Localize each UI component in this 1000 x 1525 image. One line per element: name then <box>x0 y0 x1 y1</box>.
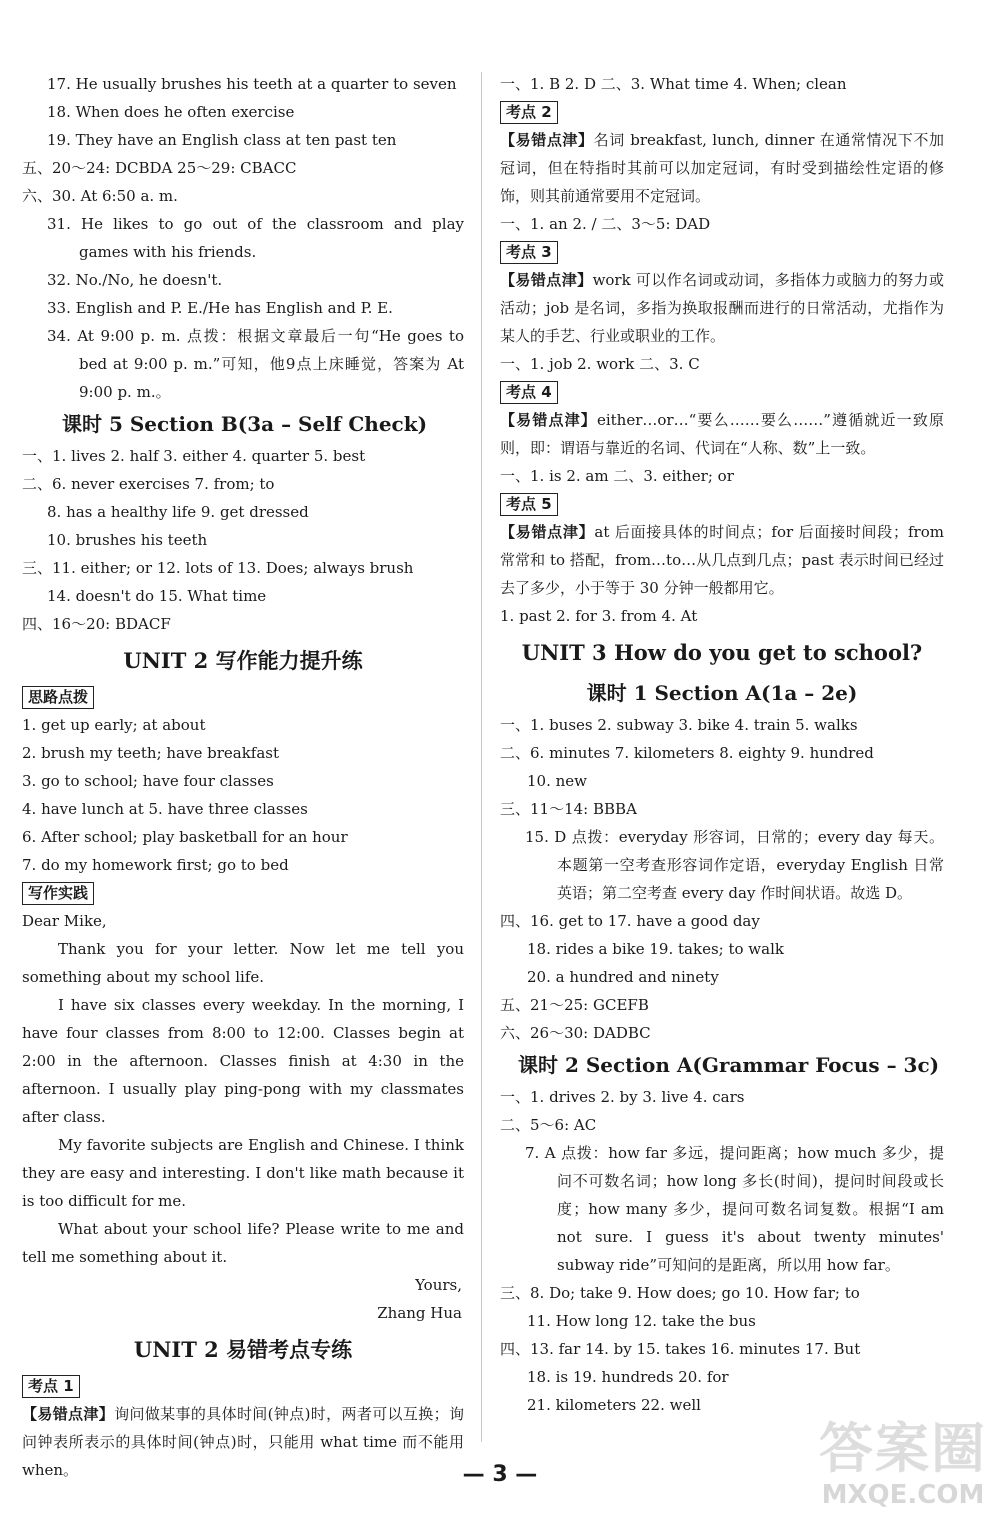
answer-line: 18. is 19. hundreds 20. for <box>527 1368 729 1386</box>
answer-line: 19. They have an English class at ten past ten <box>47 131 397 149</box>
note-text: 名词 breakfast, lunch, dinner 在通常情况下不加冠词，但在特指时其前可以加定冠词，有时受到描绘性定语的修饰，则其前通常要用不定冠词。 <box>500 131 944 205</box>
answer-line: 五、21～25: GCEFB <box>500 996 649 1014</box>
right-column <box>500 70 944 1419</box>
answer-line: 一、1. B 2. D 二、3. What time 4. When; clean <box>500 75 847 93</box>
answer-line: 33. English and P. E./He has English and P. E. <box>47 299 393 317</box>
point-4-note <box>500 406 944 462</box>
idea-line: 4. have lunch at 5. have three classes <box>22 800 308 818</box>
letter-closing: Yours, <box>415 1276 462 1294</box>
answer-line: 二、5～6: AC <box>500 1116 597 1134</box>
answer-line: 20. a hundred and ninety <box>527 968 719 986</box>
answer-line: 三、8. Do; take 9. How does; go 10. How far; to <box>500 1284 860 1302</box>
column-divider <box>481 72 482 1442</box>
unit-2-error-heading: UNIT 2 易错考点专练 <box>133 1337 353 1362</box>
answer-line: 四、16. get to 17. have a good day <box>500 912 760 930</box>
note-label: 【易错点津】 <box>500 131 594 149</box>
answer-line: 三、11～14: BBBA <box>500 800 637 818</box>
answer-line: 一、1. lives 2. half 3. either 4. quarter 5. best <box>22 447 366 465</box>
idea-line: 2. brush my teeth; have breakfast <box>22 744 280 762</box>
point-1-box-label: 考点 1 <box>22 1375 80 1398</box>
idea-line: 6. After school; play basketball for an hour <box>22 828 348 846</box>
answer-line: 1. past 2. for 3. from 4. At <box>500 607 698 625</box>
answer-line: 32. No./No, he doesn't. <box>47 271 223 289</box>
watermark-logo <box>808 1418 998 1522</box>
answer-line: 8. has a healthy life 9. get dressed <box>47 503 309 521</box>
point-3-box-label: 考点 3 <box>500 241 558 264</box>
idea-line: 7. do my homework first; go to bed <box>22 856 289 874</box>
letter-paragraph: What about your school life? Please write to me and tell me something about it. <box>22 1220 464 1266</box>
point-5-note <box>500 518 944 602</box>
lesson-5-heading: 课时 5 Section B(3a – Self Check) <box>62 412 428 436</box>
answer-line: 二、6. minutes 7. kilometers 8. eighty 9. hundred <box>500 744 874 762</box>
point-4-box-label: 考点 4 <box>500 381 558 404</box>
page-number: — 3 — <box>462 1462 538 1487</box>
answer-line: 二、6. never exercises 7. from; to <box>22 475 275 493</box>
answer-line: 一、1. drives 2. by 3. live 4. cars <box>500 1088 745 1106</box>
answer-line: 10. brushes his teeth <box>47 531 208 549</box>
answer-line: 14. doesn't do 15. What time <box>47 587 267 605</box>
answer-line: 六、26～30: DADBC <box>500 1024 651 1042</box>
letter-paragraph: My favorite subjects are English and Chinese. I think they are easy and interesting. I don't like math because it is too difficult for me. <box>22 1136 464 1210</box>
answer-item-7: 7. A 点拨：how far 多远，提问距离；how much 多少，提问不可数名词；how long 多长(时间)，提问时间段或长度；how many 多少，提问可数名词复数。根据“I am not sure. I guess it's about twenty minutes' subway ride”可知问的是距离，所以用 how far。 <box>525 1144 944 1274</box>
unit-3-heading: UNIT 3 How do you get to school? <box>521 640 923 665</box>
note-text: 询问做某事的具体时间(钟点)时，两者可以互换；询问钟表所表示的具体时间(钟点)时，只能用 what time 而不能用 when。 <box>22 1405 464 1479</box>
point-5-box-label: 考点 5 <box>500 493 558 516</box>
answer-line: 一、1. buses 2. subway 3. bike 4. train 5. walks <box>500 716 858 734</box>
ideas-box-label: 思路点拨 <box>22 686 94 709</box>
answer-item-31: 31. He likes to go out of the classroom and play games with his friends. <box>47 215 464 261</box>
answer-item-15: 15. D 点拨：everyday 形容词，日常的；every day 每天。本题第一空考查形容词作定语，everyday English 日常英语；第二空考查 every day 作时间状语。故选 D。 <box>525 828 944 902</box>
note-label: 【易错点津】 <box>500 271 593 289</box>
lesson-1-heading: 课时 1 Section A(1a – 2e) <box>586 681 858 705</box>
unit-2-writing-heading: UNIT 2 写作能力提升练 <box>123 648 363 673</box>
note-label: 【易错点津】 <box>500 411 597 429</box>
answer-line: 一、1. job 2. work 二、3. C <box>500 355 700 373</box>
letter-paragraph: I have six classes every weekday. In the morning, I have four classes from 8:00 to 12:00. Classes begin at 2:00 in the afternoon. Classes finish at 4:30 in the afternoon. I usually play ping-pong with my classmates after class. <box>22 996 464 1126</box>
answer-line: 18. rides a bike 19. takes; to walk <box>527 940 784 958</box>
answer-line: 10. new <box>527 772 587 790</box>
answer-line: 五、20～24: DCBDA 25～29: CBACC <box>22 159 297 177</box>
answer-line: 18. When does he often exercise <box>47 103 295 121</box>
left-column <box>22 70 464 1484</box>
answer-line: 17. He usually brushes his teeth at a quarter to seven <box>47 75 457 93</box>
note-text: work 可以作名词或动词，多指体力或脑力的努力或活动；job 是名词，多指为换取报酬而进行的日常活动，尤指作为某人的手艺、行业或职业的工作。 <box>500 271 944 345</box>
idea-line: 1. get up early; at about <box>22 716 206 734</box>
watermark-top-text: 答案圈 <box>819 1417 987 1480</box>
note-text: either…or…“要么……要么……”遵循就近一致原则，即：谓语与靠近的名词、代词在“人称、数”上一致。 <box>500 411 944 457</box>
watermark-bottom-text: MXQE.COM <box>821 1480 985 1510</box>
note-label: 【易错点津】 <box>22 1405 115 1423</box>
point-3-note <box>500 266 944 350</box>
answer-line: 四、16～20: BDACF <box>22 615 171 633</box>
answer-line: 一、1. is 2. am 二、3. either; or <box>500 467 734 485</box>
point-2-note <box>500 126 944 210</box>
answer-line: 三、11. either; or 12. lots of 13. Does; always brush <box>22 559 414 577</box>
practice-box-label: 写作实践 <box>22 882 94 905</box>
letter-signature: Zhang Hua <box>377 1304 462 1322</box>
idea-line: 3. go to school; have four classes <box>22 772 274 790</box>
note-text: at 后面接具体的时间点；for 后面接时间段；from 常常和 to 搭配，from…to…从几点到几点；past 表示时间已经过去了多少，小于等于 30 分钟一般都用它。 <box>500 523 944 597</box>
answer-line: 21. kilometers 22. well <box>527 1396 701 1414</box>
answer-line: 六、30. At 6:50 a. m. <box>22 187 178 205</box>
note-label: 【易错点津】 <box>500 523 595 541</box>
lesson-2-heading: 课时 2 Section A(Grammar Focus – 3c) <box>518 1053 940 1077</box>
answer-line: 一、1. an 2. / 二、3～5: DAD <box>500 215 711 233</box>
answer-item-34: 34. At 9:00 p. m. 点拨：根据文章最后一句“He goes to bed at 9:00 p. m.”可知，他9点上床睡觉，答案为 At 9:00 p. m.。 <box>47 327 464 401</box>
answer-line: 11. How long 12. take the bus <box>527 1312 756 1330</box>
letter-greeting: Dear Mike, <box>22 912 107 930</box>
letter-paragraph: Thank you for your letter. Now let me tell you something about my school life. <box>22 940 464 986</box>
answer-line: 四、13. far 14. by 15. takes 16. minutes 17. But <box>500 1340 861 1358</box>
point-2-box-label: 考点 2 <box>500 101 558 124</box>
